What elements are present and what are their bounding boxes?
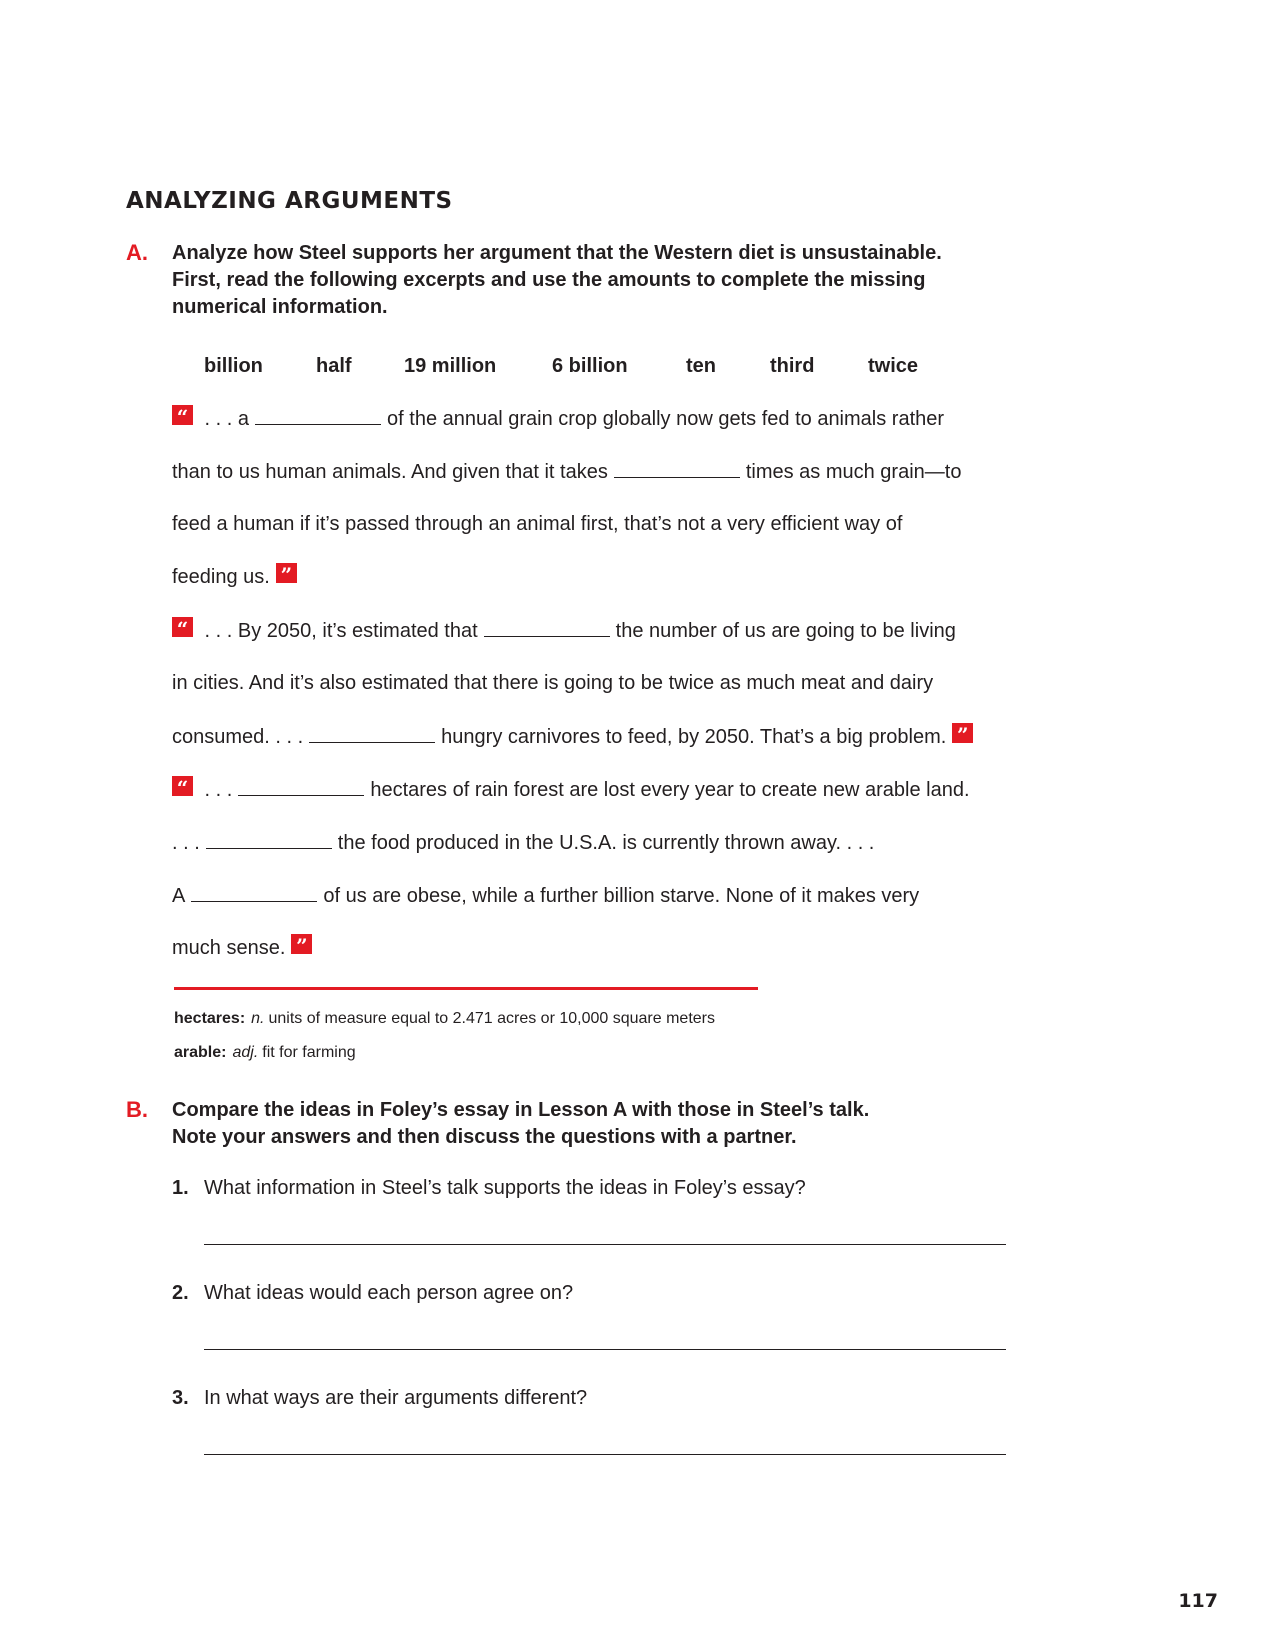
passage-text: . . . By 2050, it’s estimated that [199,620,478,642]
passage-line [172,828,874,856]
answer-line[interactable] [204,1244,1006,1245]
question-text: In what ways are their arguments different? [204,1387,588,1409]
instruction-line: Note your answers and then discuss the questions with a partner. [172,1126,797,1148]
passage-line [172,722,973,750]
word-bank-item: third [770,355,815,377]
passage-line [172,563,297,591]
answer-blank[interactable] [206,828,332,849]
passage-text: the number of us are going to be living [615,620,956,642]
answer-blank[interactable] [484,616,610,637]
passage-text: feed a human if it’s passed through an animal first, that’s not a very efficient way of [172,513,903,535]
close-quote-icon: ” [276,563,297,583]
glossary-part-of-speech: n. [251,1010,265,1027]
instruction-line: numerical information. [172,296,388,318]
passage-text: hungry carnivores to feed, by 2050. That’s a big problem. [441,726,947,748]
question-text: What ideas would each person agree on? [204,1282,574,1304]
passage-line [172,775,970,803]
open-quote-icon: “ [172,776,193,796]
glossary-term: arable: [174,1044,227,1061]
question-number: 2. [172,1282,189,1304]
passage-text: times as much grain—to [745,461,962,483]
word-bank-item: billion [204,355,263,377]
answer-blank[interactable] [238,775,364,796]
passage-text: the food produced in the U.S.A. is currently thrown away. . . . [337,832,875,854]
passage-text: . . . [199,779,233,801]
glossary-definition: fit for farming [262,1044,356,1061]
passage-text: A [172,885,186,907]
close-quote-icon: ” [291,934,312,954]
open-quote-icon: “ [172,617,193,637]
glossary-term: hectares: [174,1010,246,1027]
section-title: ANALYZING ARGUMENTS [126,188,453,214]
glossary-definition: units of measure equal to 2.471 acres or 10,000 square meters [268,1010,715,1027]
instruction-line: Analyze how Steel supports her argument that the Western diet is unsustainable. [172,242,942,264]
answer-blank[interactable] [309,722,435,743]
question-item [172,1385,587,1411]
passage-line [172,616,956,644]
question-number: 1. [172,1177,189,1199]
question-item [172,1280,573,1306]
glossary-divider [174,987,758,990]
glossary-part-of-speech: adj. [232,1044,259,1061]
word-bank-item: ten [686,355,716,377]
passage-line [172,881,919,909]
word-bank-item: 6 billion [552,355,628,377]
passage-text: than to us human animals. And given that it takes [172,461,608,483]
question-number: 3. [172,1387,189,1409]
exercise-b-letter: B. [126,1097,148,1122]
glossary-entry [174,1043,356,1063]
answer-blank[interactable] [614,457,740,478]
answer-blank[interactable] [191,881,317,902]
passage-text: feeding us. [172,566,270,588]
passage-text: consumed. . . . [172,726,304,748]
word-bank-item: 19 million [404,355,497,377]
passage-line [172,934,312,962]
passage-text: of the annual grain crop globally now gets fed to animals rather [387,408,945,430]
passage-line [172,510,902,538]
passage-text: . . . a [199,408,250,430]
passage-text: in cities. And it’s also estimated that there is going to be twice as much meat and dairy [172,672,934,694]
word-bank-item: half [316,355,352,377]
answer-line[interactable] [204,1454,1006,1455]
exercise-a-letter: A. [126,240,148,265]
question-item [172,1175,806,1201]
page-number: 117 [1178,1590,1218,1612]
answer-blank[interactable] [255,404,381,425]
passage-text: hectares of rain forest are lost every year to create new arable land. [370,779,970,801]
passage-text: much sense. [172,937,286,959]
passage-line [172,457,961,485]
passage-line [172,404,944,432]
question-text: What information in Steel’s talk supports the ideas in Foley’s essay? [204,1177,806,1199]
exercise-b-instructions [172,1097,1032,1151]
passage-text: of us are obese, while a further billion starve. None of it makes very [323,885,920,907]
instruction-line: Compare the ideas in Foley’s essay in Lesson A with those in Steel’s talk. [172,1099,870,1121]
glossary-entry [174,1009,715,1029]
open-quote-icon: “ [172,405,193,425]
passage-text: . . . [172,832,200,854]
close-quote-icon: ” [952,723,973,743]
word-bank-item: twice [868,355,919,377]
answer-line[interactable] [204,1349,1006,1350]
instruction-line: First, read the following excerpts and use the amounts to complete the missing [172,269,926,291]
passage-line [172,669,933,697]
exercise-a-instructions [172,240,1032,321]
